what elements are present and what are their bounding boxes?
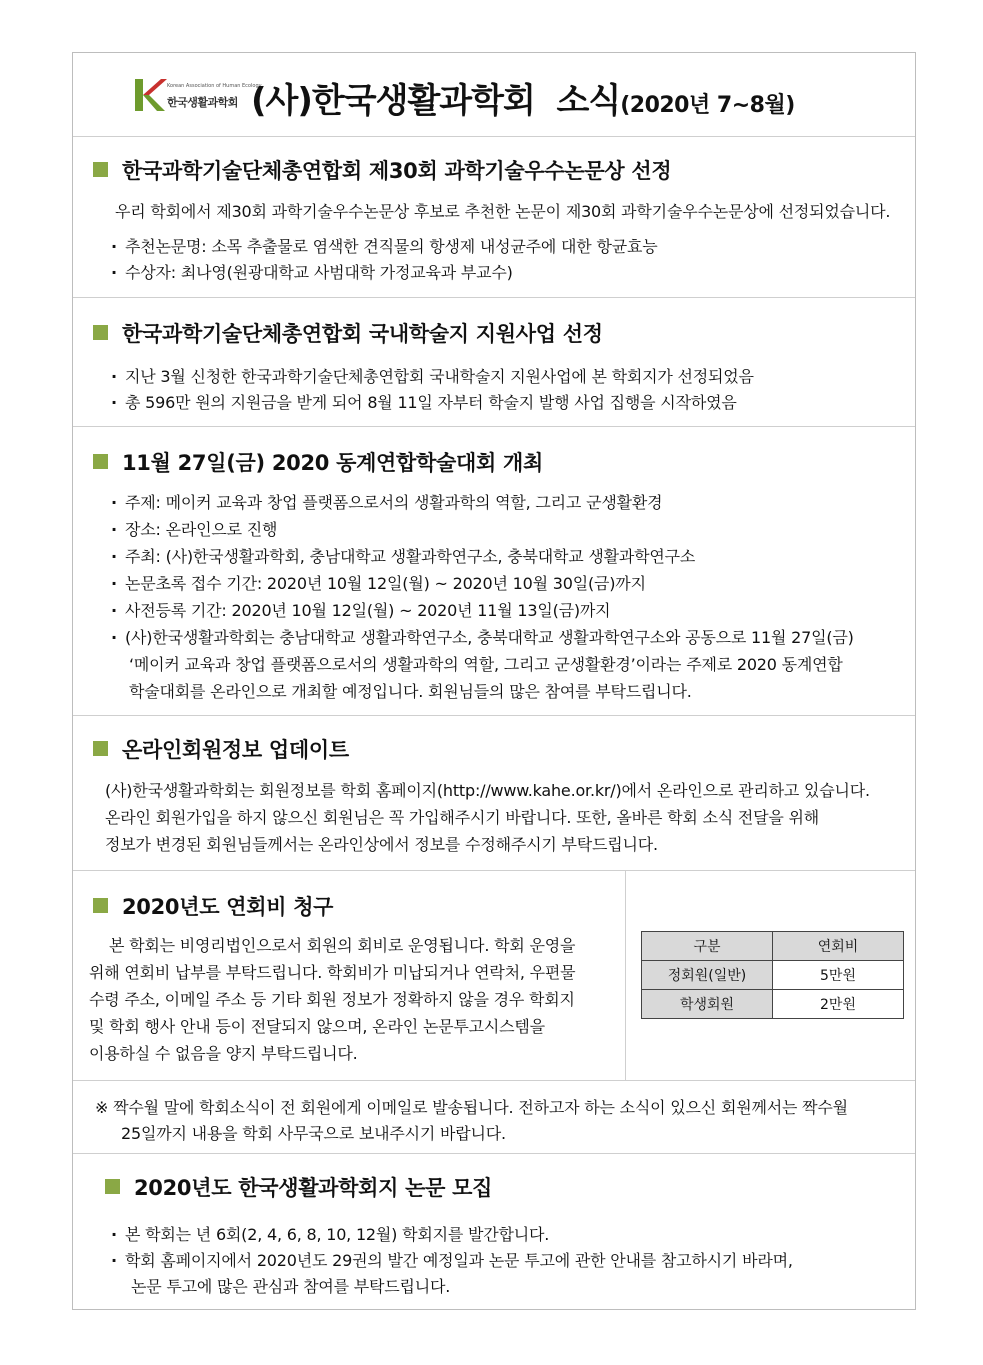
- list-item: · 지난 3월 신청한 한국과학기술단체총연합회 국내학술지 지원사업에 본 학회지가 선정되었음: [111, 364, 754, 387]
- section-heading: [93, 891, 333, 921]
- heading-text: 한국과학기술단체총연합회 제30회 과학기술우수논문상 선정: [122, 159, 672, 183]
- logo-korean-text: 한국생활과학회: [167, 96, 238, 109]
- society-logo: [133, 77, 262, 117]
- list-item: · (사)한국생활과학회는 충남대학교 생활과학연구소, 충북대학교 생활과학연구소와 공동으로 11월 27일(금): [111, 625, 854, 648]
- green-square-icon: [93, 454, 108, 469]
- table-cell: 학생회원: [642, 990, 773, 1019]
- paragraph: 우리 학회에서 제30회 과학기술우수논문상 후보로 추천한 논문이 제30회 과학기술우수논문상에 선정되었습니다.: [115, 202, 891, 221]
- list-item-continuation: ‘메이커 교육과 창업 플랫폼으로서의 생활과학의 역할, 그리고 군생활환경’이라는 주제로 2020 동계연합: [129, 655, 843, 674]
- paragraph-line: (사)한국생활과학회는 회원정보를 학회 홈페이지(http://www.kahe.or.kr/)에서 온라인으로 관리하고 있습니다.: [105, 781, 870, 800]
- list-item: · 장소: 온라인으로 진행: [111, 517, 277, 540]
- list-item: · 총 596만 원의 지원금을 받게 되어 8월 11일 자부터 학술지 발행 사업 집행을 시작하였음: [111, 390, 737, 413]
- list-item: · 주최: (사)한국생활과학회, 충남대학교 생활과학연구소, 충북대학교 생활과학연구소: [111, 544, 695, 567]
- section-annual-fee: [73, 871, 915, 1081]
- list-item: · 논문초록 접수 기간: 2020년 10월 12일(월) ~ 2020년 10월 30일(금)까지: [111, 571, 646, 594]
- column-divider: [625, 871, 626, 1080]
- table-cell: 5만원: [773, 961, 904, 990]
- section-award: [73, 137, 915, 298]
- table-row: [642, 990, 904, 1019]
- list-item: · 추천논문명: 소목 추출물로 염색한 견직물의 항생제 내성균주에 대한 항균효능: [111, 234, 657, 257]
- title-main: (사)한국생활과학회 소식: [251, 81, 621, 121]
- paragraph-line: 위해 연회비 납부를 부탁드립니다. 학회비가 미납되거나 연락처, 우편물: [89, 963, 576, 982]
- table-cell: 2만원: [773, 990, 904, 1019]
- logo-english-text: Korean Association of Human Ecology: [167, 83, 262, 89]
- heading-text: 2020년도 한국생활과학회지 논문 모집: [134, 1176, 493, 1200]
- heading-text: 2020년도 연회비 청구: [122, 895, 334, 919]
- table-row: [642, 961, 904, 990]
- notice-line: 25일까지 내용을 학회 사무국으로 보내주시기 바랍니다.: [121, 1124, 506, 1143]
- green-square-icon: [105, 1179, 120, 1194]
- title-date: (2020년 7~8월): [620, 93, 795, 118]
- list-item-continuation: 학술대회를 온라인으로 개최할 예정입니다. 회원님들의 많은 참여를 부탁드립니다.: [129, 682, 692, 701]
- section-journal-support: [73, 298, 915, 427]
- green-square-icon: [93, 898, 108, 913]
- list-item: · 주제: 메이커 교육과 창업 플랫폼으로서의 생활과학의 역할, 그리고 군생활환경: [111, 490, 662, 513]
- section-heading: [93, 447, 543, 477]
- section-heading: [93, 318, 603, 348]
- green-square-icon: [93, 325, 108, 340]
- section-heading: [93, 155, 671, 185]
- newsletter-frame: [72, 52, 916, 1310]
- section-call-for-papers: [73, 1154, 915, 1309]
- paragraph-line: 및 학회 행사 안내 등이 전달되지 않으며, 온라인 논문투고시스템을: [89, 1017, 545, 1036]
- table-cell: 정회원(일반): [642, 961, 773, 990]
- page-title: [251, 73, 795, 122]
- green-square-icon: [93, 162, 108, 177]
- list-item: · 학회 홈페이지에서 2020년도 29권의 발간 예정일과 논문 투고에 관한 안내를 참고하시기 바라며,: [111, 1248, 793, 1271]
- k-logo-icon: [133, 77, 167, 113]
- green-square-icon: [93, 741, 108, 756]
- paragraph-line: 온라인 회원가입을 하지 않으신 회원님은 꼭 가입해주시기 바랍니다. 또한, 올바른 학회 소식 전달을 위해: [105, 808, 820, 827]
- section-conference: [73, 427, 915, 716]
- fee-table: [641, 931, 904, 1019]
- section-notice: [73, 1081, 915, 1154]
- heading-text: 11월 27일(금) 2020 동계연합학술대회 개최: [122, 451, 543, 475]
- list-item: · 본 학회는 년 6회(2, 4, 6, 8, 10, 12월) 학회지를 발간합니다.: [111, 1222, 549, 1245]
- section-heading: [93, 734, 349, 764]
- paragraph-line: 수령 주소, 이메일 주소 등 기타 회원 정보가 정확하지 않을 경우 학회지: [89, 990, 575, 1009]
- paragraph-line: 정보가 변경된 회원님들께서는 온라인상에서 정보를 수정해주시기 부탁드립니다.: [105, 835, 658, 854]
- paragraph-line: 이용하실 수 없음을 양지 부탁드립니다.: [89, 1044, 358, 1063]
- list-item: · 사전등록 기간: 2020년 10월 12일(월) ~ 2020년 11월 13일(금)까지: [111, 598, 610, 621]
- list-item-continuation: 논문 투고에 많은 관심과 참여를 부탁드립니다.: [131, 1277, 451, 1296]
- table-header: 연회비: [773, 932, 904, 961]
- notice-line: ※ 짝수월 말에 학회소식이 전 회원에게 이메일로 발송됩니다. 전하고자 하는 소식이 있으신 회원께서는 짝수월: [95, 1098, 848, 1117]
- list-item: · 수상자: 최나영(원광대학교 사범대학 가정교육과 부교수): [111, 260, 513, 283]
- table-header: 구분: [642, 932, 773, 961]
- section-heading: [105, 1172, 492, 1202]
- newsletter-header: [73, 53, 915, 137]
- table-header-row: [642, 932, 904, 961]
- heading-text: 한국과학기술단체총연합회 국내학술지 지원사업 선정: [122, 322, 603, 346]
- heading-text: 온라인회원정보 업데이트: [122, 738, 349, 762]
- section-member-info: [73, 716, 915, 871]
- paragraph-line: 본 학회는 비영리법인으로서 회원의 회비로 운영됩니다. 학회 운영을: [109, 936, 576, 955]
